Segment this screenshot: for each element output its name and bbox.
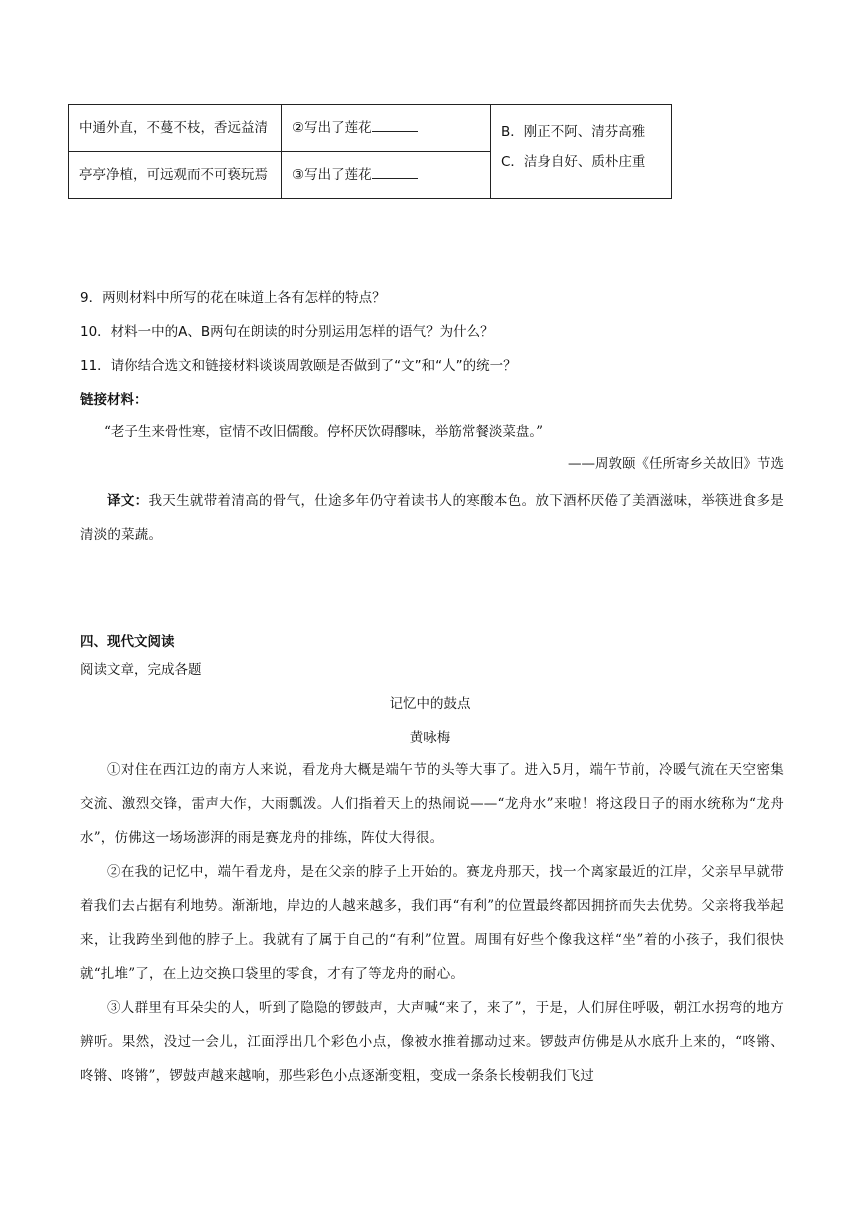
table-cell-options xyxy=(491,105,672,199)
link-source: ——周敦颐《任所寄乡关故旧》节选 xyxy=(568,456,784,472)
link-heading: 链接材料： xyxy=(80,392,148,408)
table-cell-blank-2 xyxy=(282,105,491,152)
paragraph-2: ②在我的记忆中，端午看龙舟，是在父亲的脖子上开始的。赛龙舟那天，找一个离家最近的江岸，父亲早早就带着我们去占据有利地势。渐渐地，岸边的人越来越多，我们再“有利”的位置最终都因拥挤而失去优势。父亲将我举起来，让我跨坐到他的脖子上。我就有了属于自己的“有利”位置。周围有好些个像我这样“坐”着的小孩子，我们很快就“扎堆”了，在上边交换口袋里的零食，才有了等龙舟的耐心。 xyxy=(80,864,784,982)
article-author: 黄咏梅 xyxy=(409,730,451,746)
option-c: C．洁身自好、质朴庄重 xyxy=(501,154,646,170)
table-cell-blank-3 xyxy=(282,152,491,199)
question-9: 9．两则材料中所写的花在味道上各有怎样的特点？ xyxy=(80,290,386,306)
article-title: 记忆中的鼓点 xyxy=(389,696,471,712)
table-cell-quote-1: 中通外直，不蔓不枝，香远益清 xyxy=(69,105,282,152)
paragraph-3: ③人群里有耳朵尖的人，听到了隐隐的锣鼓声，大声喊“来了，来了”，于是，人们屏住呼吸，朝江水拐弯的地方辨听。果然，没过一会儿，江面浮出几个彩色小点，像被水推着挪动过来。锣鼓声仿佛是从水底升上来的，“咚锵、咚锵、咚锵”，锣鼓声越来越响，那些彩色小点逐渐变粗，变成一条条长梭朝我们飞过 xyxy=(80,1000,784,1084)
translation-label: 译文： xyxy=(107,493,149,509)
section-instruction: 阅读文章，完成各题 xyxy=(80,662,202,678)
table-cell-quote-2: 亭亭净植，可远观而不可亵玩焉 xyxy=(69,152,282,199)
fill-prompt-2: ②写出了莲花 xyxy=(292,120,372,136)
answer-blank-3[interactable] xyxy=(372,164,418,179)
option-b: B．刚正不阿、清芬高雅 xyxy=(501,124,646,140)
section-heading: 四、现代文阅读 xyxy=(80,634,175,650)
fill-prompt-3: ③写出了莲花 xyxy=(292,167,372,183)
paragraph-1: ①对住在西江边的南方人来说，看龙舟大概是端午节的头等大事了。进入5月，端午节前，冷暖气流在天空密集交流、激烈交锋，雷声大作，大雨瓢泼。人们指着天上的热闹说——“龙舟水”来啦！将这段日子的雨水统称为“龙舟水”，仿佛这一场场澎湃的雨是赛龙舟的排练，阵仗大得很。 xyxy=(80,762,784,846)
link-poem: “老子生来骨性寒，宦情不改旧儒酸。停杯厌饮碍醪味，举筋常餐淡菜盘。” xyxy=(104,424,544,440)
lotus-table xyxy=(68,104,672,199)
link-translation xyxy=(80,484,784,552)
translation-text: 我天生就带着清高的骨气，仕途多年仍守着读书人的寒酸本色。放下酒杯厌倦了美酒滋味，举筷进食多是清淡的菜蔬。 xyxy=(80,493,784,543)
question-11: 11．请你结合选文和链接材料谈谈周敦颐是否做到了“文”和“人”的统一？ xyxy=(80,358,517,374)
answer-blank-2[interactable] xyxy=(372,117,418,132)
question-10: 10．材料一中的A、B两句在朗读的时分别运用怎样的语气？为什么？ xyxy=(80,324,494,340)
